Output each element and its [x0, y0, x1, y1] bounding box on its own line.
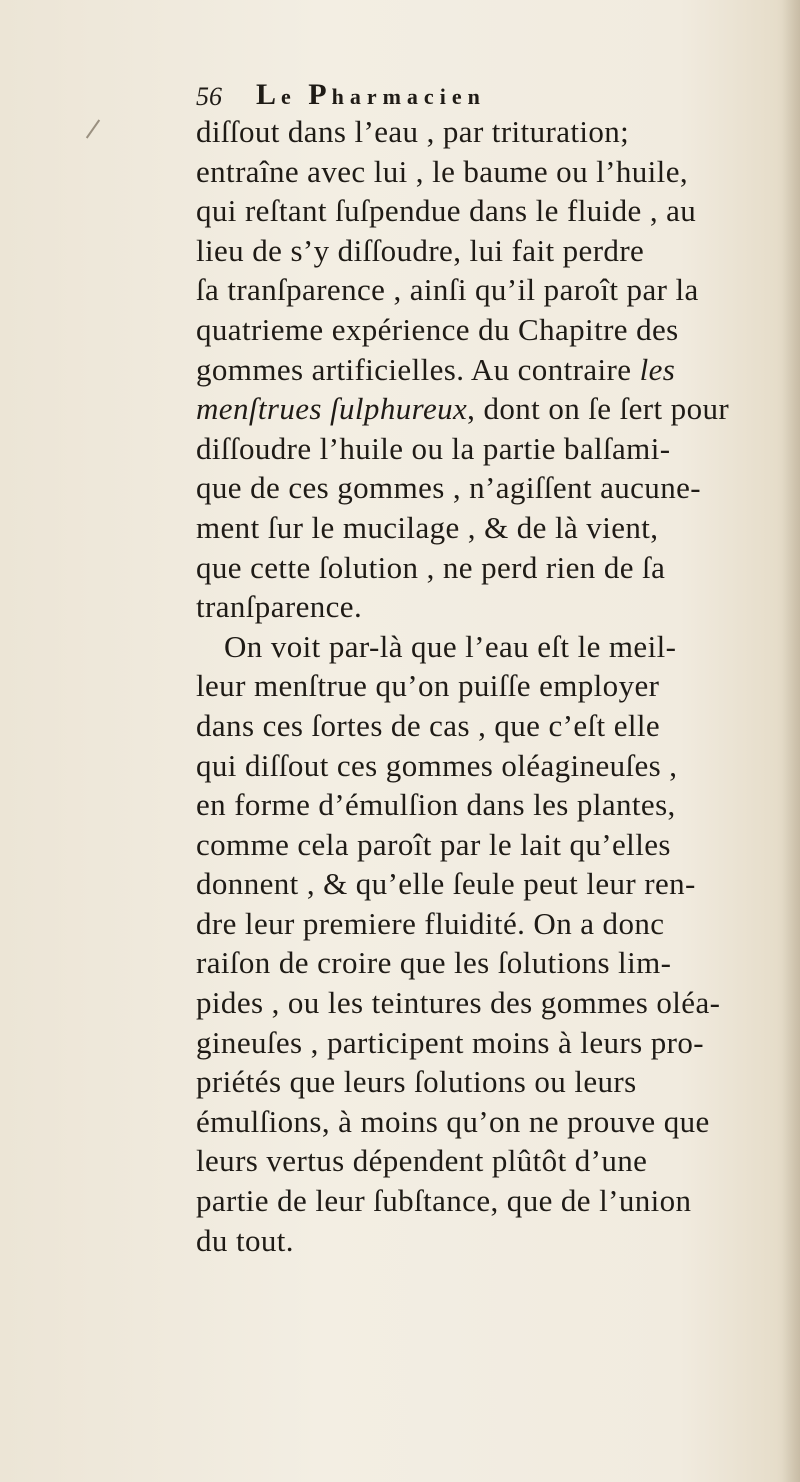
text-line-with-italic	[196, 389, 796, 429]
text-line: leur menſtrue qu’on puiſſe employer	[196, 668, 660, 704]
running-head-rest-1: e	[281, 84, 309, 109]
text-line: comme cela paroît par le lait qu’elles	[196, 826, 671, 862]
text-line: en forme d’émulſion dans les plantes,	[196, 787, 676, 823]
text-line: qui diſſout ces gommes oléagineuſes ,	[196, 747, 678, 783]
text-line: tranſparence.	[196, 589, 363, 625]
text-segment: , dont on ſe ſert pour	[467, 391, 730, 427]
text-line: dre leur premiere fluidité. On a donc	[196, 905, 665, 941]
text-line: que cette ſolution , ne perd rien de ſa	[196, 549, 666, 585]
running-head-rest-2: harmacien	[331, 84, 486, 109]
text-line: ment ſur le mucilage , & de là vient,	[196, 509, 659, 545]
page-number: 56	[196, 82, 222, 111]
text-line: entraîne avec lui , le baume ou l’huile,	[196, 153, 689, 189]
text-segment: gommes artificielles. Au contraire	[196, 351, 640, 387]
text-line: pides , ou les teintures des gommes oléa-	[196, 985, 721, 1021]
text-line: émulſions, à moins qu’on ne prouve que	[196, 1103, 710, 1139]
text-line: du tout.	[196, 1222, 294, 1258]
text-line: priétés que leurs ſolutions ou leurs	[196, 1064, 637, 1100]
text-line: diſſout dans l’eau , par trituration;	[196, 114, 630, 149]
body-text	[196, 112, 796, 1260]
stray-ink-mark	[86, 119, 100, 138]
text-line: partie de leur ſubſtance, que de l’union	[196, 1183, 692, 1219]
text-line: lieu de s’y diſſoudre, lui fait perdre	[196, 232, 645, 268]
text-line: donnent , & qu’elle ſeule peut leur ren-	[196, 866, 696, 902]
running-head-initial-1: L	[256, 78, 282, 111]
running-head-initial-2: P	[308, 78, 332, 111]
paragraph-start-line: On voit par-là que l’eau eſt le meil-	[224, 628, 677, 664]
text-line: que de ces gommes , n’agiſſent aucune-	[196, 470, 701, 506]
text-line: diſſoudre l’huile ou la partie balſami-	[196, 430, 671, 466]
running-head	[256, 78, 486, 112]
text-line: ſa tranſparence , ainſi qu’il paroît par la	[196, 272, 699, 308]
text-line: dans ces ſortes de cas , que c’eſt elle	[196, 707, 661, 743]
italic-word-les: les	[639, 351, 676, 387]
text-line: raiſon de croire que les ſolutions lim-	[196, 945, 672, 981]
italic-phrase-menstrues: menſtrues ſulphureux	[196, 391, 468, 427]
text-line: gineuſes , participent moins à leurs pro-	[196, 1024, 704, 1060]
text-line-with-italic	[196, 350, 796, 390]
text-line: leurs vertus dépendent plûtôt d’une	[196, 1143, 648, 1179]
text-line: quatrieme expérience du Chapitre des	[196, 311, 679, 347]
text-line: qui reſtant ſuſpendue dans le fluide , au	[196, 193, 697, 229]
